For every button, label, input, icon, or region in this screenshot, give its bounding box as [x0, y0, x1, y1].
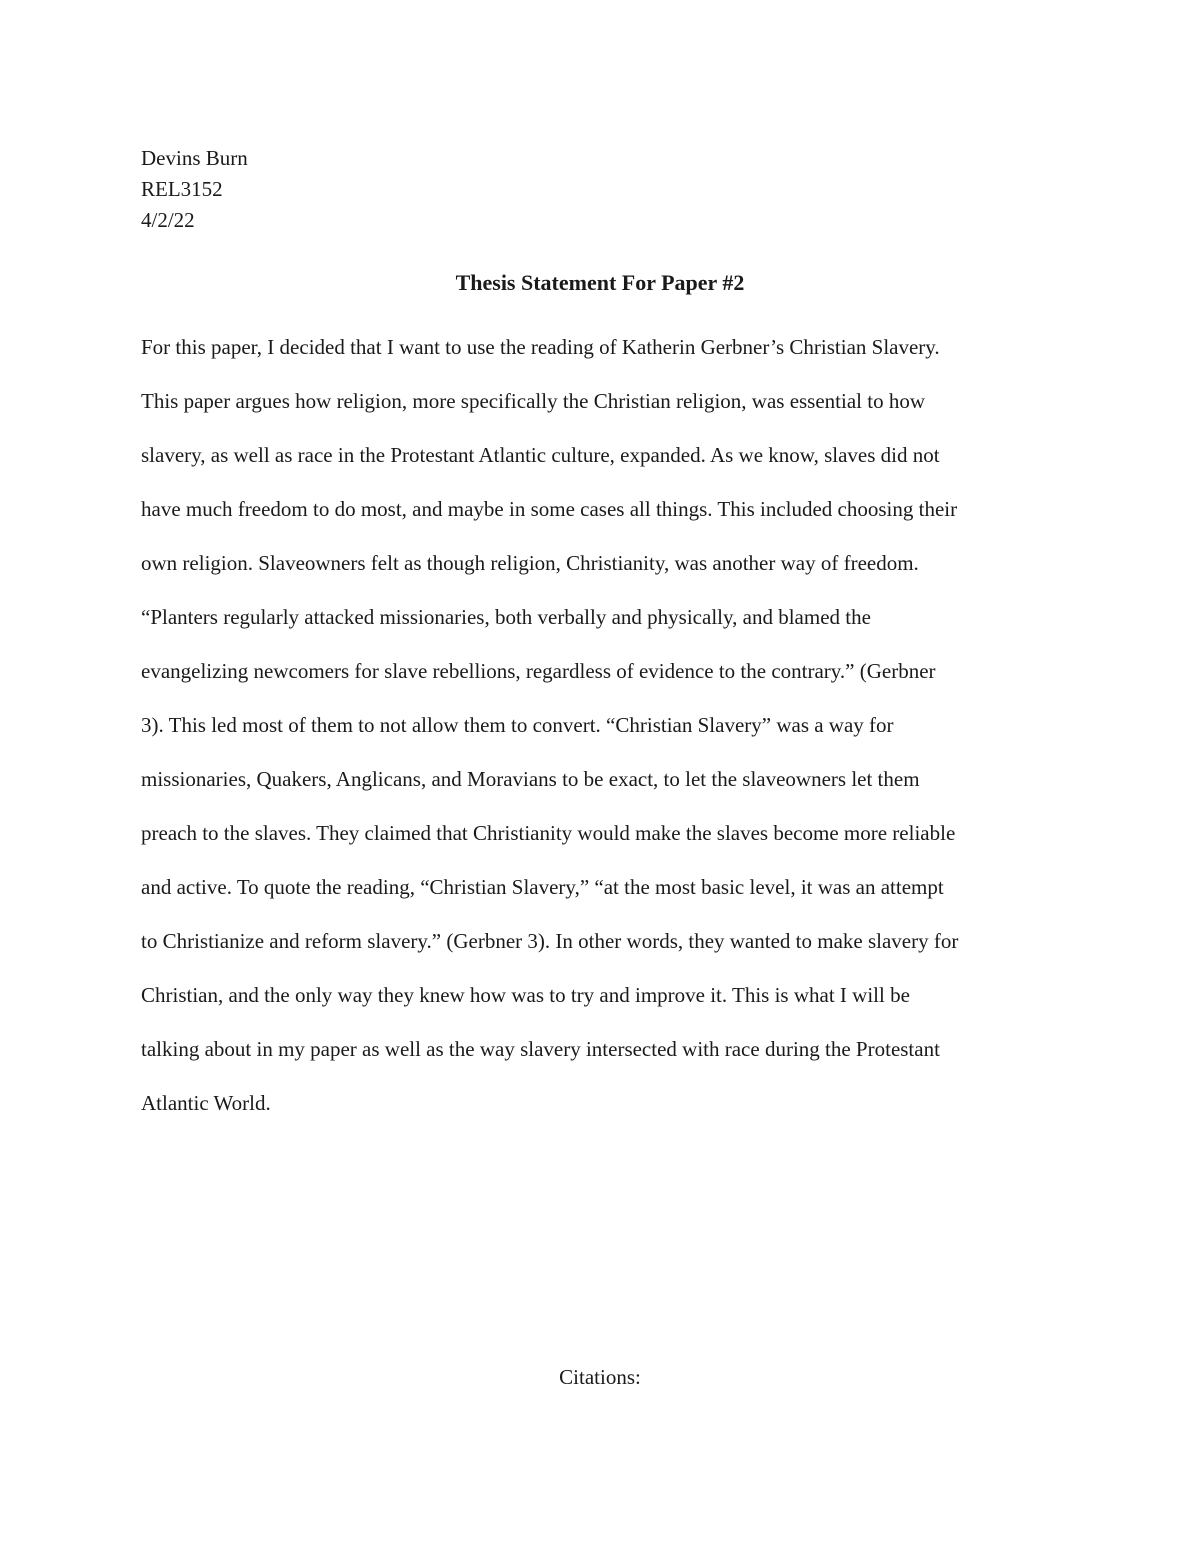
header-block	[141, 143, 248, 236]
body-line: to Christianize and reform slavery.” (Gerbner 3). In other words, they wanted to make slavery for	[141, 929, 959, 953]
body-line: preach to the slaves. They claimed that Christianity would make the slaves become more reliable	[141, 821, 956, 845]
body-line: missionaries, Quakers, Anglicans, and Moravians to be exact, to let the slaveowners let them	[141, 767, 920, 791]
body-line: evangelizing newcomers for slave rebellions, regardless of evidence to the contrary.” (Gerbner	[141, 659, 936, 683]
body-line: slavery, as well as race in the Protestant Atlantic culture, expanded. As we know, slaves did not	[141, 443, 940, 467]
document-title: Thesis Statement For Paper #2	[455, 270, 745, 295]
body-paragraph	[141, 332, 1081, 1142]
body-line: Christian, and the only way they knew how was to try and improve it. This is what I will be	[141, 983, 910, 1007]
body-line: This paper argues how religion, more specifically the Christian religion, was essential to how	[141, 389, 926, 413]
course-code: REL3152	[141, 177, 223, 201]
body-line: “Planters regularly attacked missionaries, both verbally and physically, and blamed the	[141, 605, 871, 629]
author-name: Devins Burn	[141, 146, 248, 170]
body-line: 3). This led most of them to not allow them to convert. “Christian Slavery” was a way for	[141, 713, 894, 737]
body-line: and active. To quote the reading, “Christian Slavery,” “at the most basic level, it was an attempt	[141, 875, 944, 899]
citations-heading: Citations:	[559, 1365, 641, 1389]
body-line: Atlantic World.	[141, 1091, 271, 1115]
body-line: own religion. Slaveowners felt as though religion, Christianity, was another way of freedom.	[141, 551, 919, 575]
body-line: For this paper, I decided that I want to use the reading of Katherin Gerbner’s Christian Slavery.	[141, 335, 940, 359]
body-line: talking about in my paper as well as the way slavery intersected with race during the Protestant	[141, 1037, 940, 1061]
date: 4/2/22	[141, 208, 195, 232]
body-line: have much freedom to do most, and maybe in some cases all things. This included choosing their	[141, 497, 958, 521]
